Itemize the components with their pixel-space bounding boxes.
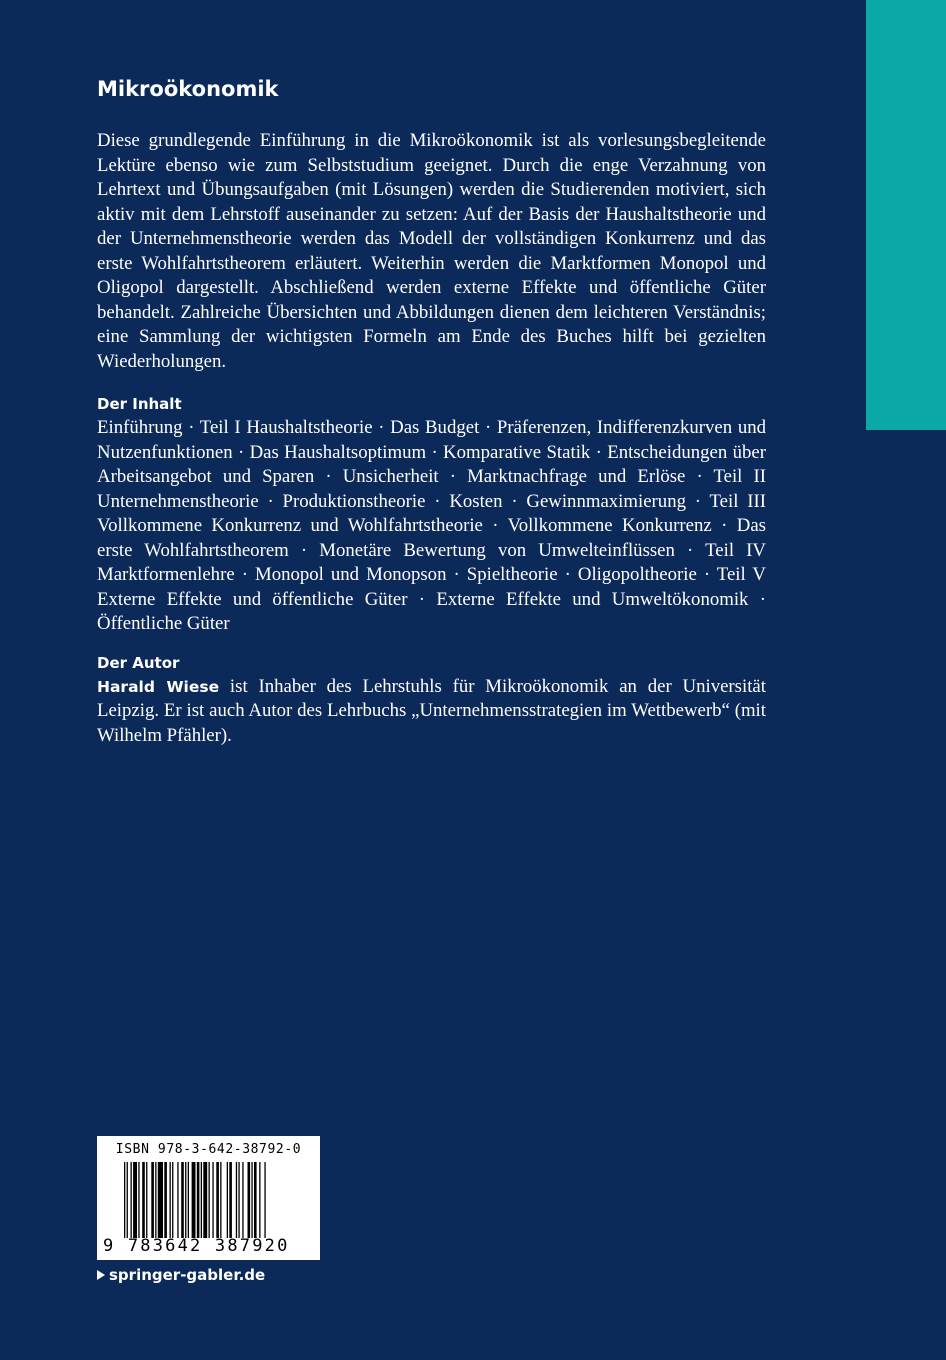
teal-accent-strip [866, 0, 946, 430]
arrow-right-icon [97, 1270, 105, 1280]
barcode-icon [124, 1162, 314, 1238]
contents-text: Einführung · Teil I Haushaltstheorie · Das Budget · Präferenzen, Indifferenzkurven und Nutzenfunktionen · Das Haushaltsoptimum · Komparative Statik · Entscheidungen über Arbeitsangebot und Sparen · Unsicherheit · Marktnachfrage und Erlöse · Teil II Unternehmenstheorie · Produktionstheorie · Kosten · Gewinnmaximierung · Teil III Vollkommene Konkurrenz und Wohlfahrtstheorie · Vollkommene Konkurrenz · Das erste Wohlfahrtstheorem · Monetäre Bewertung von Umwelteinflüssen · Teil IV Marktformenlehre · Monopol und Monopson · Spieltheorie · Oligopoltheorie · Teil V Externe Effekte und öffentliche Güter · Externe Effekte und Umweltökonomik · Öffentliche Güter [97, 417, 766, 634]
ean-digits: 9 783642 387920 [103, 1236, 290, 1256]
author-name: Harald Wiese [97, 677, 220, 696]
author-bio: ist Inhaber des Lehrstuhls für Mikroökonomik an der Universität Leipzig. Er ist auch Autor des Lehrbuchs „Unternehmensstrategien im Wettbewerb“ (mit Wilhelm Pfähler). [97, 675, 766, 746]
isbn-label: ISBN 978-3-642-38792-0 [115, 1142, 302, 1157]
book-description: Diese grundlegende Einführung in die Mikroökonomik ist als vorlesungsbegleitende Lektüre ebenso wie zum Selbststudium geeignet. Durch die enge Verzahnung von Lehrtext und Übungsaufgaben (mit Lösungen) werden die Studierenden motiviert, sich aktiv mit dem Lehrstoff auseinander zu setzen: Auf der Basis der Haushaltstheorie und der Unternehmenstheorie werden das Modell der vollständigen Konkurrenz und das erste Wohlfahrtstheorem erläutert. Weiterhin werden die Marktformen Monopol und Oligopol dargestellt. Abschließend werden externe Effekte und öffentliche Güter behandelt. Zahlreiche Übersichten und Abbildungen dienen dem leichteren Verständnis; eine Sammlung der wichtigsten Formeln am Ende des Buches hilft bei gezielten Wiederholungen. [97, 130, 766, 372]
isbn-barcode-box [97, 1136, 320, 1260]
website-label: springer-gabler.de [109, 1266, 266, 1284]
book-title: Mikroökonomik [97, 77, 279, 101]
author-bio-paragraph [97, 675, 766, 749]
back-cover-content [97, 72, 766, 748]
publisher-website-link[interactable] [97, 1264, 265, 1286]
contents-heading: Der Inhalt [97, 395, 182, 413]
author-heading: Der Autor [97, 653, 180, 672]
